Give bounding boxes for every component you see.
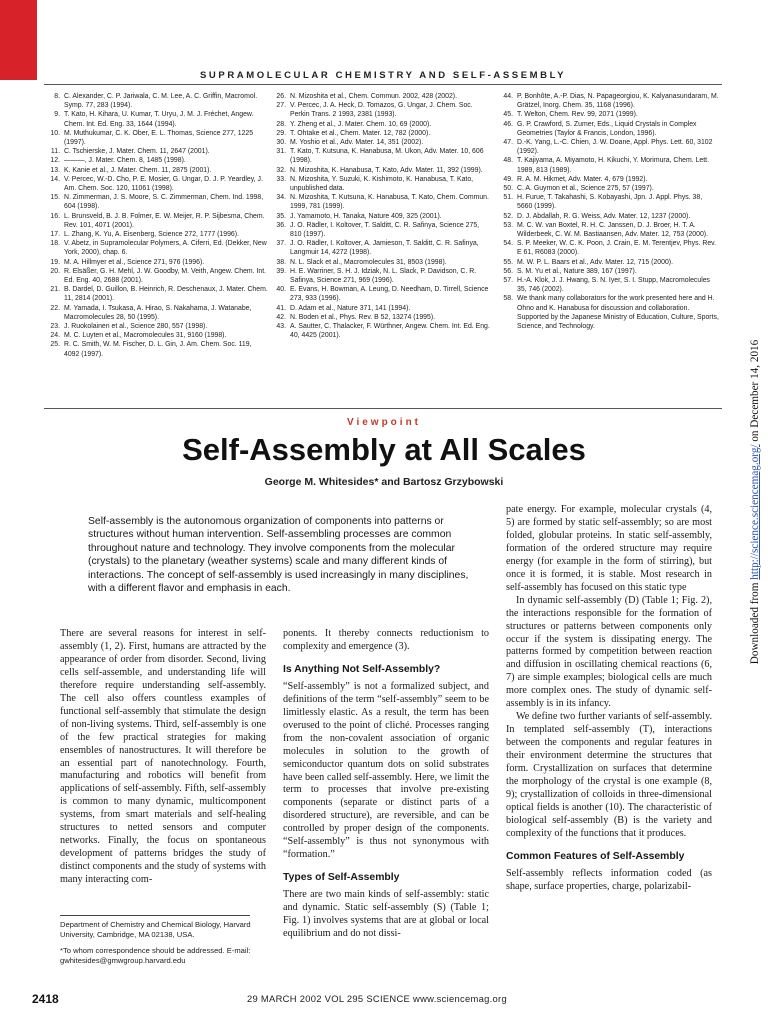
reference-number: 55. xyxy=(503,258,513,266)
reference-number: 20. xyxy=(50,267,60,275)
reference-number: 41. xyxy=(276,304,286,312)
footnote-affiliation: Department of Chemistry and Chemical Biology, Harvard University, Cambridge, MA 02138, USA. xyxy=(60,920,251,939)
reference-item xyxy=(270,313,492,322)
body-column-1 xyxy=(60,628,266,887)
reference-text: J. O. Rädler, I. Koltover, T. Salditt, C. R. Safinya, Science 275, 810 (1997). xyxy=(290,221,480,239)
footnote-correspondence: *To whom correspondence should be addressed. E-mail: gwhitesides@gmwgroup.harvard.edu xyxy=(60,946,251,965)
reference-text: M. A. Hillmyer et al., Science 271, 976 (1996). xyxy=(64,258,205,266)
download-link[interactable]: http://science.sciencemag.org/ xyxy=(749,444,761,580)
reference-item xyxy=(497,92,719,110)
reference-text: N. Mizoshita, T. Kutsuna, K. Hanabusa, T. Kato, Chem. Commun. 1999, 781 (1999). xyxy=(290,194,489,211)
reference-item xyxy=(44,322,268,331)
reference-item xyxy=(44,166,268,175)
reference-item xyxy=(270,129,492,138)
page-number: 2418 xyxy=(32,992,59,1006)
reference-number: 23. xyxy=(50,323,60,331)
reference-number: 39. xyxy=(276,267,286,275)
reference-number: 43. xyxy=(276,323,286,331)
reference-item xyxy=(44,304,268,322)
section-label: Viewpoint xyxy=(346,417,422,428)
reference-item xyxy=(44,156,268,165)
article-authors: George M. Whitesides* and Bartosz Grzybowski xyxy=(264,476,504,488)
reference-item xyxy=(497,212,719,221)
reference-number: 48. xyxy=(503,157,513,165)
body-column-3 xyxy=(506,504,712,894)
reference-item xyxy=(44,285,268,303)
reference-text: M. Yoshio et al., Adv. Mater. 14, 351 (2002). xyxy=(290,139,424,147)
section-color-tab xyxy=(0,0,37,80)
reference-text: ———, J. Mater. Chem. 8, 1485 (1998). xyxy=(64,157,186,165)
reference-text: R. A. M. Hikmet, Adv. Mater. 4, 679 (1992). xyxy=(517,175,648,183)
reference-item xyxy=(44,175,268,193)
section-heading: Types of Self-Assembly xyxy=(283,872,400,884)
download-note xyxy=(749,340,761,664)
reference-item xyxy=(44,147,268,156)
reference-number: 52. xyxy=(503,212,513,220)
reference-item xyxy=(270,267,492,285)
reference-text: L. Brunsveld, B. J. B. Folmer, E. W. Meijer, R. P. Sijbesma, Chem. Rev. 101, 4071 (2001). xyxy=(64,212,265,229)
reference-number: 9. xyxy=(54,111,60,119)
reference-item xyxy=(44,239,268,257)
footnotes xyxy=(60,920,266,972)
reference-text: T. Kajiyama, A. Miyamoto, H. Kikuchi, Y. Morimura, Chem. Lett. 1989, 813 (1989). xyxy=(517,157,709,174)
reference-item xyxy=(270,175,492,193)
reference-item xyxy=(270,138,492,147)
reference-item xyxy=(497,193,719,211)
reference-number: 44. xyxy=(503,93,513,100)
reference-item xyxy=(270,239,492,257)
reference-item xyxy=(44,129,268,147)
reference-text: We thank many collaborators for the work presented here and H. Ohno and K. Hanabusa for discussion and collaboration. Supported by the Japanese Ministry of Education, Culture, Sports, Science, and Technology. xyxy=(517,295,719,331)
reference-item xyxy=(497,294,719,331)
reference-number: 18. xyxy=(50,240,60,248)
article-title: Self-Assembly at All Scales xyxy=(182,432,586,467)
reference-number: 38. xyxy=(276,258,286,266)
download-suffix: on December 14, 2016 xyxy=(749,339,761,445)
reference-text: H.-A. Klok, J. J. Hwang, S. N. Iyer, S. I. Stupp, Macromolecules 35, 746 (2002). xyxy=(517,277,711,294)
footer-issue-info: 29 MARCH 2002 VOL 295 SCIENCE www.sciencemag.org xyxy=(247,993,507,1004)
reference-item xyxy=(270,322,492,340)
section-heading: Common Features of Self-Assembly xyxy=(506,850,685,862)
reference-number: 17. xyxy=(50,231,60,239)
reference-number: 40. xyxy=(276,286,286,294)
reference-text: M. Yamada, I. Tsukasa, A. Hirao, S. Nakahama, J. Watanabe, Macromolecules 28, 50 (1995). xyxy=(64,304,252,321)
reference-text: T. Kato, H. Kihara, U. Kumar, T. Uryu, J. M. J. Fréchet, Angew. Chem. Int. Ed. Eng. 33, 1644 (1994). xyxy=(64,111,254,128)
running-head: SUPRAMOLECULAR CHEMISTRY AND SELF-ASSEMBLY xyxy=(200,70,567,81)
reference-item xyxy=(270,120,492,129)
reference-text: M. Muthukumar, C. K. Ober, E. L. Thomas, Science 277, 1225 (1997). xyxy=(64,129,254,147)
section-heading: Is Anything Not Self-Assembly? xyxy=(283,663,441,675)
reference-text: T. Ohtake et al., Chem. Mater. 12, 782 (2000). xyxy=(290,129,431,137)
reference-text: R. C. Smith, W. M. Fischer, D. L. Gin, J. Am. Chem. Soc. 119, 4092 (1997). xyxy=(64,341,252,358)
reference-text: N. Mizoshita, Y. Suzuki, K. Kishimoto, K. Hanabusa, T. Kato, unpublished data. xyxy=(290,175,474,193)
reference-number: 13. xyxy=(50,166,60,174)
reference-text: H. Furue, T. Takahashi, S. Kobayashi, Jpn. J. Appl. Phys. 38, 5660 (1999). xyxy=(517,194,703,211)
reference-item xyxy=(44,258,268,267)
reference-number: 31. xyxy=(276,148,286,156)
reference-item xyxy=(497,239,719,257)
reference-text: T. Kato, T. Kutsuna, K. Hanabusa, M. Ukon, Adv. Mater. 10, 606 (1998). xyxy=(290,148,484,165)
reference-number: 47. xyxy=(503,139,513,147)
reference-number: 37. xyxy=(276,240,286,248)
reference-item xyxy=(270,101,492,119)
reference-item xyxy=(44,267,268,285)
reference-number: 45. xyxy=(503,111,513,119)
reference-text: K. Kanie et al., J. Mater. Chem. 11, 2875 (2001). xyxy=(64,166,212,174)
reference-text: R. Elsäßer, G. H. Mehl, J. W. Goodby, M. Veith, Angew. Chem. Int. Ed. Eng. 40, 2688 (2001). xyxy=(64,267,267,285)
paragraph: In dynamic self-assembly (D) (Table 1; Fig. 2), the interactions responsible for the formation of structures or patterns between components only occur if the system is dissipating energy. The patterns formed by competition between reaction and diffusion in oscillating chemical reactions (6, 7) are simple examples; biological cells are much more complex ones. The study of dynamic self-assembly is in its infancy. xyxy=(506,594,712,710)
reference-text: E. Evans, H. Bowman, A. Leung, D. Needham, D. Tirrell, Science 273, 933 (1996). xyxy=(290,286,489,303)
references-column-3 xyxy=(497,92,719,331)
reference-number: 34. xyxy=(276,194,286,202)
reference-number: 29. xyxy=(276,129,286,137)
reference-text: M. W. P. L. Baars et al., Adv. Mater. 12, 715 (2000). xyxy=(517,258,674,266)
reference-item xyxy=(270,166,492,175)
reference-item xyxy=(44,230,268,239)
reference-number: 22. xyxy=(50,304,60,312)
reference-text: Y. Zheng et al., J. Mater. Chem. 10, 69 (2000). xyxy=(290,120,432,128)
reference-number: 16. xyxy=(50,212,60,220)
reference-number: 21. xyxy=(50,286,60,294)
reference-item xyxy=(270,92,492,101)
reference-number: 49. xyxy=(503,175,513,183)
reference-text: C. A. Guymon et al., Science 275, 57 (1997). xyxy=(517,185,654,193)
reference-item xyxy=(497,258,719,267)
reference-text: N. Mizoshita et al., Chem. Commun. 2002, 428 (2002). xyxy=(290,93,457,100)
reference-text: L. Zhang, K. Yu, A. Eisenberg, Science 272, 1777 (1996). xyxy=(64,231,239,239)
reference-item xyxy=(44,110,268,128)
reference-number: 10. xyxy=(50,129,60,137)
paragraph: There are two main kinds of self-assembly: static and dynamic. Static self-assembly (S) (Table 1; Fig. 1) involves systems that are at global or local equilibrium and do not dissi- xyxy=(283,889,489,940)
paragraph: “Self-assembly” is not a formalized subject, and definitions of the term “self-assembly” seem to be limitlessly elastic. As a result, the term has been overused to the point of cliché. Processes ranging from the non-covalent association of organic molecules in solution to the growth of semiconductor quantum dots on solid substrates have been called self-assembly. Here, we limit the term to processes that involve pre-existing components (separate or distinct parts of a disordered structure), are reversible, and can be controlled by proper design of the components. “Self-assembly” is thus not synonymous with “formation.” xyxy=(283,680,489,861)
reference-text: N. L. Slack et al., Macromolecules 31, 8503 (1998). xyxy=(290,258,447,266)
reference-item xyxy=(44,92,268,110)
reference-text: A. Sautter, C. Thalacker, F. Würthner, Angew. Chem. Int. Ed. Eng. 40, 4425 (2001). xyxy=(290,323,490,340)
reference-number: 36. xyxy=(276,221,286,229)
reference-text: T. Welton, Chem. Rev. 99, 2071 (1999). xyxy=(517,111,638,119)
paragraph: pate energy. For example, molecular crystals (4, 5) are formed by static self-assembly; so are most folded, globular proteins. In static self-assembly, formation of the ordered structure may require energy (for example in the form of stirring), but once it is formed, it is stable. Most research in self-assembly has focused on this static type xyxy=(506,504,712,593)
reference-item xyxy=(270,212,492,221)
reference-number: 58. xyxy=(503,295,513,303)
reference-number: 11. xyxy=(50,148,60,156)
reference-item xyxy=(270,221,492,239)
reference-text: N. Boden et al., Phys. Rev. B 52, 13274 (1995). xyxy=(290,313,436,321)
paragraph: There are several reasons for interest in self-assembly (1, 2). First, humans are attracted by the appearance of order from disorder. Second, living cells self-assemble, and understanding life will therefore require understanding self-assembly. The cell also offers countless examples of functional self-assembly that stimulate the design of non-living systems. Third, self-assembly is one of the few practical strategies for making ensembles of nanostructures. It will therefore be an essential part of nanotechnology. Fourth, manufacturing and robotics will benefit from applications of self-assembly. Fifth, self-assembly is common to many dynamic, multicomponent systems, from smart materials and self-healing structures to netted sensors and computer networks. Finally, the focus on spontaneous development of patterns bridges the study of distinct components and the study of systems with many interacting com- xyxy=(60,628,266,886)
download-watermark xyxy=(745,312,765,692)
reference-item xyxy=(270,258,492,267)
reference-item xyxy=(497,156,719,174)
reference-item xyxy=(497,221,719,239)
reference-text: B. Dardel, D. Guillon, B. Heinrich, R. Deschenaux, J. Mater. Chem. 11, 2814 (2001). xyxy=(64,286,268,303)
reference-number: 33. xyxy=(276,175,286,183)
reference-text: M. C. Luyten et al., Macromolecules 31, 9160 (1998). xyxy=(64,332,227,340)
reference-number: 53. xyxy=(503,221,513,229)
reference-text: N. Zimmerman, J. S. Moore, S. C. Zimmerman, Chem. Ind. 1998, 604 (1998). xyxy=(64,194,264,211)
reference-text: J. Ruokolainen et al., Science 280, 557 (1998). xyxy=(64,323,208,331)
reference-number: 56. xyxy=(503,267,513,275)
reference-item xyxy=(497,138,719,156)
reference-text: D. J. Abdallah, R. G. Weiss, Adv. Mater. 12, 1237 (2000). xyxy=(517,212,691,220)
reference-text: H. E. Warriner, S. H. J. Idziak, N. L. Slack, P. Davidson, C. R. Safinya, Science 271, 969 (1996). xyxy=(290,267,477,285)
reference-number: 54. xyxy=(503,240,513,248)
reference-item xyxy=(497,110,719,119)
paragraph: We define two further variants of self-assembly. In templated self-assembly (T), interactions between the components and regular features in their environment determine the structures that form. Crystallization on surfaces that determine the morphology of the crystal is one example (8, 9); crystallization of colloids in three-dimensional optical fields is another (10). The characteristic of biological self-assembly (B) is the variety and complexity of the functions that it produces. xyxy=(506,711,712,839)
reference-number: 24. xyxy=(50,332,60,340)
paragraph: Self-assembly reflects information coded (as shape, surface properties, charge, polarizabil- xyxy=(506,867,712,892)
abstract: Self-assembly is the autonomous organization of components into patterns or structures without human intervention. Self-assembling processes are common throughout nature and technology. They involve components from the molecular (crystals) to the planetary (weather systems) scale and many different kinds of interactions. The concept of self-assembly is used increasingly in many disciplines, with a different flavor and emphasis in each. xyxy=(88,516,469,595)
reference-number: 26. xyxy=(276,93,286,100)
reference-text: P. Bonhôte, A.-P. Dias, N. Papageorgiou, K. Kalyanasundaram, M. Grätzel, Inorg. Chem. 35, 1168 (1996). xyxy=(517,93,719,110)
reference-text: J. Yamamoto, H. Tanaka, Nature 409, 325 (2001). xyxy=(290,212,442,220)
reference-text: M. C. W. van Boxtel, R. H. C. Janssen, D. J. Broer, H. T. A. Wilderbeek, C. W. M. Bastiaansen, Adv. Mater. 12, 753 (2000). xyxy=(517,221,708,239)
reference-text: V. Percec, J. A. Heck, D. Tomazos, G. Ungar, J. Chem. Soc. Perkin Trans. 2 1993, 2381 (1993). xyxy=(290,102,473,119)
reference-text: D. Adam et al., Nature 371, 141 (1994). xyxy=(290,304,411,312)
reference-number: 8. xyxy=(54,93,60,100)
reference-item xyxy=(497,184,719,193)
reference-text: V. Percec, W.-D. Cho, P. E. Mosier, G. Ungar, D. J. P. Yeardley, J. Am. Chem. Soc. 120, 11061 (1998). xyxy=(64,175,263,193)
reference-item xyxy=(44,331,268,340)
references-rule xyxy=(44,408,722,409)
body-column-2 xyxy=(283,628,489,941)
reference-number: 32. xyxy=(276,166,286,174)
reference-number: 46. xyxy=(503,120,513,128)
reference-item xyxy=(44,212,268,230)
header-rule xyxy=(44,84,722,85)
reference-text: N. Mizoshita, K. Hanabusa, T. Kato, Adv. Mater. 11, 392 (1999). xyxy=(290,166,483,174)
reference-item xyxy=(497,175,719,184)
references-column-2 xyxy=(270,92,492,340)
reference-number: 14. xyxy=(50,175,60,183)
page-footer xyxy=(32,992,722,1006)
reference-number: 19. xyxy=(50,258,60,266)
reference-text: V. Abetz, in Supramolecular Polymers, A. Ciferri, Ed. (Dekker, New York, 2000), chap. 6. xyxy=(64,240,267,257)
reference-item xyxy=(497,267,719,276)
reference-item xyxy=(44,340,268,358)
reference-number: 12. xyxy=(50,157,60,165)
reference-number: 42. xyxy=(276,313,286,321)
reference-number: 50. xyxy=(503,185,513,193)
reference-number: 57. xyxy=(503,277,513,285)
reference-text: S. M. Yu et al., Nature 389, 167 (1997). xyxy=(517,267,637,275)
reference-number: 15. xyxy=(50,194,60,202)
reference-text: D.-K. Yang, L.-C. Chien, J. W. Doane, Appl. Phys. Lett. 60, 3102 (1992). xyxy=(517,139,713,156)
reference-item xyxy=(44,193,268,211)
reference-item xyxy=(270,285,492,303)
reference-text: C. Alexander, C. P. Jariwala, C. M. Lee, A. C. Griffin, Macromol. Symp. 77, 283 (1994). xyxy=(64,93,258,110)
reference-item xyxy=(270,193,492,211)
reference-text: J. O. Rädler, I. Koltover, A. Jamieson, T. Salditt, C. R. Safinya, Langmuir 14, 4272 (1998). xyxy=(290,240,479,257)
footnote-rule xyxy=(60,915,250,916)
reference-number: 25. xyxy=(50,341,60,349)
reference-text: G. P. Crawford, S. Zumer, Eds., Liquid Crystals in Complex Geometries (Taylor & Francis, London, 1996). xyxy=(517,120,697,137)
reference-item xyxy=(270,147,492,165)
download-prefix: Downloaded from xyxy=(749,579,761,665)
references-column-1 xyxy=(44,92,268,359)
reference-number: 27. xyxy=(276,102,286,110)
reference-number: 35. xyxy=(276,212,286,220)
reference-item xyxy=(497,276,719,294)
reference-item xyxy=(497,120,719,138)
reference-number: 51. xyxy=(503,194,513,202)
paragraph: ponents. It thereby connects reductionism to complexity and emergence (3). xyxy=(283,628,489,652)
reference-text: C. Tschierske, J. Mater. Chem. 11, 2647 (2001). xyxy=(64,148,210,156)
reference-item xyxy=(270,304,492,313)
reference-text: S. P. Meeker, W. C. K. Poon, J. Crain, E. M. Terentjev, Phys. Rev. E 61, R6083 (2000). xyxy=(517,240,717,257)
reference-number: 30. xyxy=(276,139,286,147)
reference-number: 28. xyxy=(276,120,286,128)
